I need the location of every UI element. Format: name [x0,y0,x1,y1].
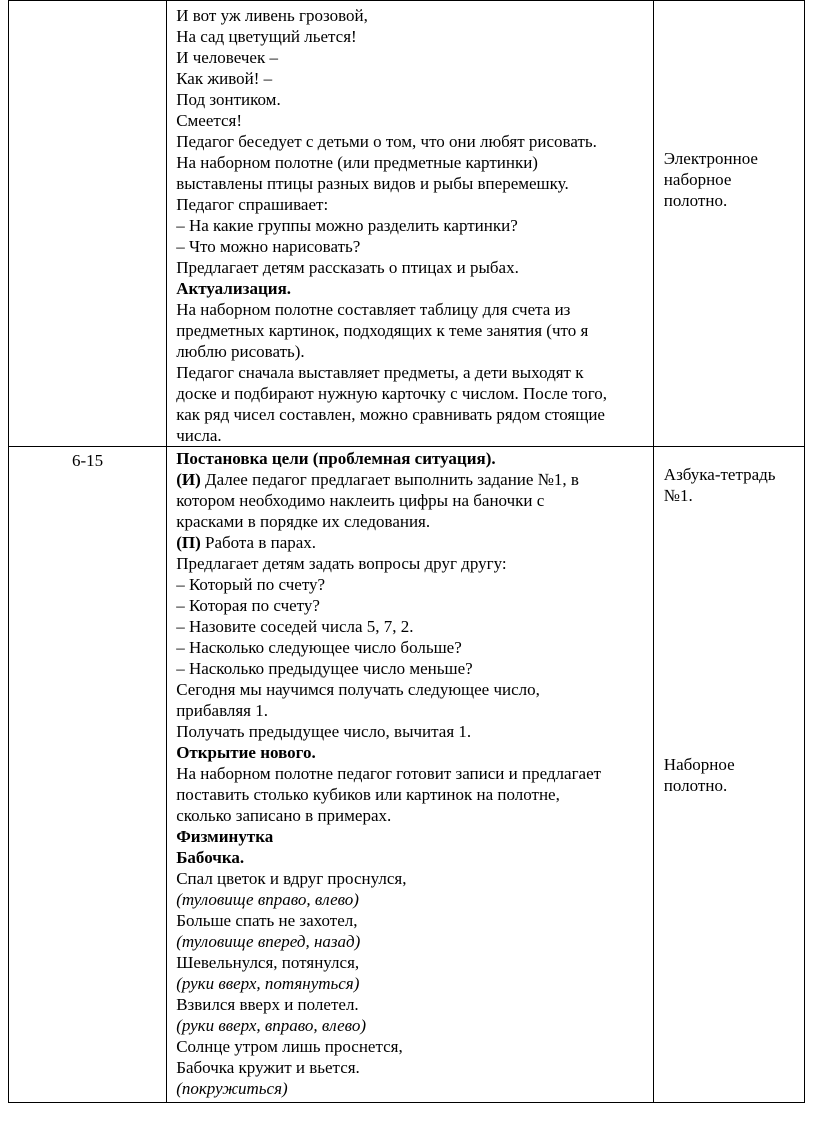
section-heading: Актуализация. [176,279,292,298]
section-heading: Физминутка [176,827,274,846]
movement-instruction: (руки вверх, вправо, влево) [176,1016,366,1035]
table-row [9,1,805,447]
activity-cell [167,447,654,1103]
text-line: как ряд чисел составлен, можно сравнивать рядом стоящие [176,405,605,424]
text-line: – На какие группы можно разделить картинки? [176,216,518,235]
pair-marker: (П) [176,533,201,552]
text-line: числа. [176,426,222,445]
section-heading: Бабочка. [176,848,245,867]
text-line: Далее педагог предлагает выполнить задание №1, в [200,470,579,489]
resource-cell [653,447,804,1103]
text-line: красками в порядке их следования. [176,512,431,531]
text-line: прибавляя 1. [176,701,269,720]
text-line: – Насколько предыдущее число меньше? [176,659,473,678]
text-line: наборное [663,170,732,189]
text-line: Предлагает детям рассказать о птицах и рыбах. [176,258,519,277]
text-line: Как живой! – [176,69,273,88]
text-line: – Насколько следующее число больше? [176,638,462,657]
time-cell [9,447,167,1103]
text-line: – Что можно нарисовать? [176,237,361,256]
text-line: На наборном полотне педагог готовит записи и предлагает [176,764,602,783]
text-line: Под зонтиком. [176,90,281,109]
text-line: На наборном полотне составляет таблицу для счета из [176,300,571,319]
poem-line: Спал цветок и вдруг проснулся, [176,869,407,888]
poem-line: Взвился вверх и полетел. [176,995,359,1014]
movement-instruction: (туловище вперед, назад) [176,932,361,951]
text-line: предметных картинок, подходящих к теме занятия (что я [176,321,589,340]
text-line: – Назовите соседей числа 5, 7, 2. [176,617,414,636]
time-cell [9,1,167,447]
text-line: сколько записано в примерах. [176,806,392,825]
individual-marker: (И) [176,470,201,489]
poem-line: Шевельнулся, потянулся, [176,953,360,972]
text-line: Электронное [663,149,758,168]
text-line: Педагог сначала выставляет предметы, а дети выходят к [176,363,584,382]
text-line: №1. [663,486,693,505]
text-line: Азбука-тетрадь [663,465,776,484]
movement-instruction: (туловище вправо, влево) [176,890,359,909]
text-line: Педагог спрашивает: [176,195,329,214]
poem-line: Бабочка кружит и вьется. [176,1058,360,1077]
section-heading: Постановка цели (проблемная ситуация). [176,449,496,468]
movement-instruction: (покружиться) [176,1079,288,1098]
text-line: И человечек – [176,48,278,67]
text-line: люблю рисовать). [176,342,305,361]
section-heading: Открытие нового. [176,743,316,762]
table-row [9,447,805,1103]
text-line: На наборном полотне (или предметные картинки) [176,153,538,172]
text-line: Смеется! [176,111,243,130]
movement-instruction: (руки вверх, потянуться) [176,974,360,993]
text-line: – Которая по счету? [176,596,320,615]
text-line: поставить столько кубиков или картинок на полотне, [176,785,560,804]
text-line: На сад цветущий льется! [176,27,357,46]
text-line: полотно. [663,776,728,795]
text-line: выставлены птицы разных видов и рыбы вперемешку. [176,174,569,193]
text-line: Педагог беседует с детьми о том, что они любят рисовать. [176,132,597,151]
text-line: Сегодня мы научимся получать следующее число, [176,680,540,699]
text-line: Предлагает детям задать вопросы друг другу: [176,554,507,573]
text-line: Наборное [663,755,735,774]
resource-cell [653,1,804,447]
text-line: доске и подбирают нужную карточку с числом. После того, [176,384,607,403]
poem-line: Больше спать не захотел, [176,911,358,930]
text-line: Получать предыдущее число, вычитая 1. [176,722,472,741]
activity-cell [167,1,654,447]
poem-line: Солнце утром лишь проснется, [176,1037,403,1056]
time-range: 6-15 [72,451,104,470]
lesson-plan-table [8,0,805,1103]
text-line: – Который по счету? [176,575,326,594]
text-line: котором необходимо наклеить цифры на баночки с [176,491,545,510]
text-line: Работа в парах. [200,533,317,552]
text-line: И вот уж ливень грозовой, [176,6,368,25]
text-line: полотно. [663,191,728,210]
